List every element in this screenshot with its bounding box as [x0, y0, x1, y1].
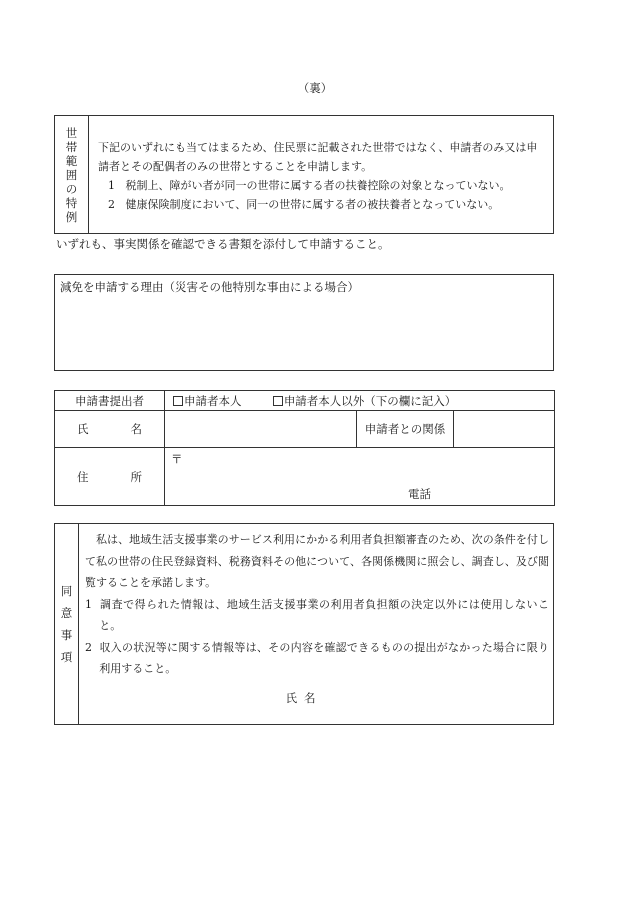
reduction-reason-field[interactable] — [54, 274, 554, 371]
name-label-char: 氏 — [77, 422, 89, 436]
condition-number: 2 — [108, 198, 115, 211]
consent-content — [85, 529, 549, 680]
consent-box — [54, 523, 554, 725]
consent-label-char: 項 — [60, 650, 73, 664]
consent-item — [85, 594, 549, 637]
consent-item-text: 収入の状況等に関する情報等は、その内容を確認できるものの提出がなかった場合に限り利用すること。 — [99, 640, 549, 675]
label-char: 特 — [65, 195, 78, 210]
consent-item-text: 調査で得られた情報は、地域生活支援事業の利用者負担額の決定以外には使用しないこと。 — [99, 597, 549, 632]
option-other[interactable] — [273, 394, 457, 408]
household-exception-box — [54, 115, 554, 234]
consent-item-number: 1 — [85, 597, 92, 611]
option-other-label: 申請者本人以外（下の欄に記入） — [283, 393, 457, 408]
label-char: 帯 — [65, 139, 78, 154]
consent-body: 私は、地域生活支援事業のサービス利用にかかる利用者負担額審査のため、次の条件を付して私の世帯の住民登録資料、税務資料その他について、各関係機関に照会し、調査し、及び閲覧することを承諾します。 — [85, 533, 549, 589]
reduction-reason-label: 減免を申請する理由（災害その他特別な事由による場合） — [60, 280, 359, 294]
condition-item — [98, 195, 547, 214]
page-title: （裏） — [297, 81, 333, 95]
condition-item — [98, 176, 547, 195]
address-input[interactable] — [165, 448, 555, 506]
label-char: 例 — [65, 209, 78, 224]
condition-text: 健康保険制度において、同一の世帯に属する者の被扶養者となっていない。 — [125, 198, 500, 211]
submitter-options — [165, 391, 555, 411]
postal-mark: 〒 — [171, 452, 183, 466]
label-char: 範 — [65, 153, 78, 168]
household-exception-label — [55, 116, 89, 233]
submitter-table — [54, 390, 555, 506]
condition-text: 税制上、障がい者が同一の世帯に属する者の扶養控除の対象となっていない。 — [125, 179, 511, 192]
consent-item-number: 2 — [85, 640, 92, 654]
household-exception-lead: 下記のいずれにも当てはまるため、住民票に記載された世帯ではなく、申請者のみ又は申請者とその配偶者のみの世帯とすることを申請します。 — [98, 141, 538, 173]
name-label-cell — [55, 411, 165, 448]
relation-label: 申請者との関係 — [357, 411, 454, 448]
attachment-note: いずれも、事実関係を確認できる書類を添付して申請すること。 — [56, 237, 390, 251]
checkbox-other[interactable] — [273, 396, 283, 406]
address-label-char: 所 — [130, 469, 142, 484]
consent-label-char: 同 — [60, 584, 73, 598]
consent-label-char: 事 — [60, 628, 73, 642]
label-char: の — [65, 181, 78, 196]
consent-label-char: 意 — [60, 606, 73, 620]
address-label-cell — [55, 448, 165, 506]
phone-label: 電話 — [408, 487, 431, 501]
relation-input[interactable] — [454, 411, 555, 448]
household-exception-content — [98, 138, 547, 214]
consent-item — [85, 637, 549, 680]
label-char: 囲 — [65, 167, 78, 182]
checkbox-self[interactable] — [173, 396, 183, 406]
name-input[interactable] — [165, 411, 357, 448]
option-self[interactable] — [173, 394, 242, 408]
name-label-char: 名 — [130, 422, 142, 436]
label-char: 世 — [65, 125, 78, 140]
signature-label: 氏名 — [285, 691, 323, 705]
submitter-header-label: 申請書提出者 — [55, 391, 165, 411]
condition-number: 1 — [108, 179, 115, 192]
address-label-char: 住 — [77, 469, 89, 484]
option-self-label: 申請者本人 — [184, 393, 242, 408]
